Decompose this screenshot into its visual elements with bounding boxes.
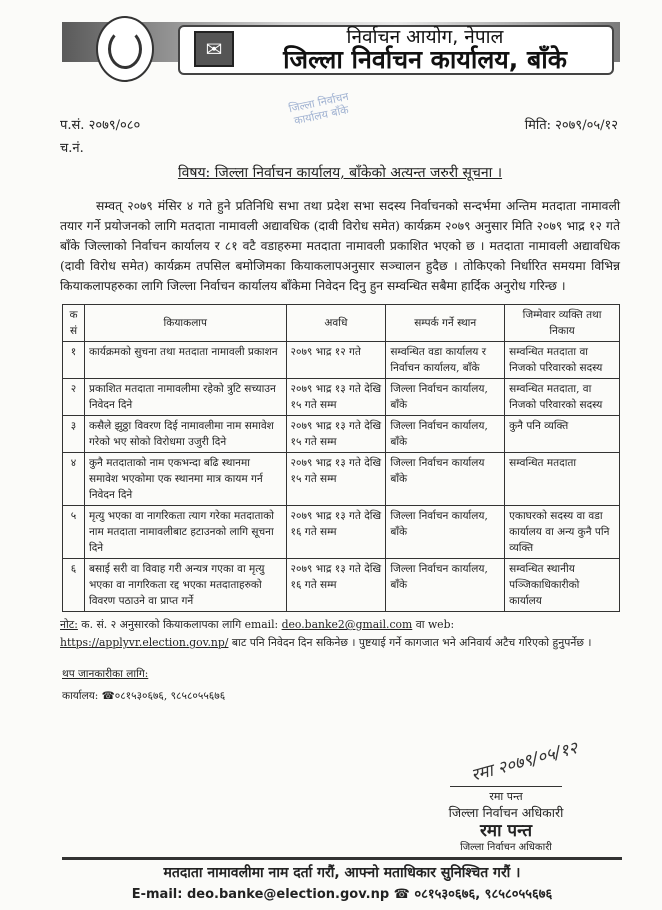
row-contact-place: जिल्ला निर्वाचन कार्यालय, बाँके [386, 506, 505, 559]
row-sn: ६ [63, 559, 85, 612]
web-link[interactable]: https://applyvr.election.gov.np/ [60, 636, 229, 649]
row-period: २०७९ भाद्र १३ गते देखि १५ गते सम्म [286, 379, 386, 416]
row-responsible: सम्वन्धित मतदाता [505, 453, 620, 506]
row-sn: ५ [63, 506, 85, 559]
office-phone: कार्यालय: ☎०८१५३०६७६, ९८५८०५५६७६ [62, 690, 226, 702]
row-contact-place: जिल्ला निर्वाचन कार्यालय, बाँके [386, 416, 505, 453]
row-sn: ३ [63, 416, 85, 453]
date: मिति: २०७९/०५/१२ [524, 118, 618, 133]
subject: विषय: जिल्ला निर्वाचन कार्यालय, बाँकेको अत्यन्त जरुरी सूचना । [177, 165, 503, 181]
footer-divider [62, 857, 622, 860]
more-info-heading: थप जानकारीका लागि: [62, 668, 149, 680]
row-activity: प्रकाशित मतदाता नामावलीमा रहेको त्रुटि सच्याउन निवेदन दिने [84, 379, 286, 416]
office-stamp: जिल्ला निर्वाचन कार्यालय बाँके [287, 89, 350, 128]
row-period: २०७९ भाद्र १३ गते देखि १५ गते सम्म [286, 416, 386, 453]
row-period: २०७९ भाद्र १२ गते [286, 342, 386, 379]
row-responsible: कुनै पनि व्यक्ति [505, 416, 620, 453]
row-activity: बसाई सरी वा विवाह गरी अन्यत्र गएका वा मृत्यु भएका वा नागरिकता रद्द भएका मतदाताहरुको विवरण पठाउने वा प्राप्त गर्ने [84, 559, 286, 612]
table-row [63, 416, 620, 453]
nepal-emblem-icon [96, 16, 154, 82]
row-sn: १ [63, 342, 85, 379]
table-header-row [63, 305, 620, 342]
row-contact-place: जिल्ला निर्वाचन कार्यालय, बाँके [386, 559, 505, 612]
ballot-icon: ✉ [194, 31, 234, 67]
row-responsible: सम्वन्धित मतदाता, वा निजको परिवारको सदस्य [505, 379, 620, 416]
table-row [63, 379, 620, 416]
row-responsible: एकाघरको सदस्य वा वडा कार्यालय वा अन्य कुनै पनि व्यक्ति [505, 506, 620, 559]
note-label: नोट: [60, 618, 78, 631]
row-activity: कार्यक्रमको सुचना तथा मतदाता नामावली प्रकाशन [84, 342, 286, 379]
row-contact-place: जिल्ला निर्वाचन कार्यालय बाँके [386, 453, 505, 506]
main-content [60, 164, 620, 704]
row-activity: कसैले झुठ्ठा विवरण दिई नामावलीमा नाम समावेश गरेको भए सोको विरोधमा उजुरी दिने [84, 416, 286, 453]
row-period: २०७९ भाद्र १३ गते देखि १६ गते सम्म [286, 506, 386, 559]
table-row [63, 559, 620, 612]
email-link[interactable]: deo.banke2@gmail.com [281, 618, 413, 631]
row-activity: मृत्यु भएका वा नागरिकता त्याग गरेका मतदाताको नाम मतदाता नामावलीबाट हटाउनको लागि सूचना दिने [84, 506, 286, 559]
footer-contact: E-mail: deo.banke@election.gov.np ☎ ०८१५३०६७६, ९८५८०५५६७६ [131, 887, 553, 902]
note-text: क. सं. २ अनुसारको कियाकलापका लागि email: [77, 618, 282, 631]
row-activity: कुनै मतदाताको नाम एकभन्दा बढि स्थानमा समावेश भएकोमा एक स्थानमा मात्र कायम गर्न निवेदन दिने [84, 453, 286, 506]
signatory-title: जिल्ला निर्वाचन अधिकारी [448, 805, 564, 820]
col-responsible: जिम्मेवार व्यक्ति तथा निकाय [505, 305, 620, 342]
table-row [63, 453, 620, 506]
col-sn: क सं [63, 305, 85, 342]
table-row [63, 342, 620, 379]
col-period: अवधि [286, 305, 386, 342]
footer-slogan: मतदाता नामावलीमा नाम दर्ता गरौं, आफ्नो मताधिकार सुनिश्चित गरौं । [163, 865, 521, 881]
signatory-name: रमा पन्त [489, 790, 523, 803]
schedule-table [62, 304, 620, 612]
handwritten-signature: रमा २०७९/०५/१२ [469, 738, 580, 786]
row-contact-place: जिल्ला निर्वाचन कार्यालय, बाँके [386, 379, 505, 416]
note-text: वा web: [412, 618, 455, 631]
row-responsible: सम्वन्धित स्थानीय पञ्जिकाधिकारीको कार्यालय [505, 559, 620, 612]
org-name: निर्वाचन आयोग, नेपाल [346, 26, 504, 48]
stamp-name: रमा पन्त [479, 821, 533, 841]
row-sn: ४ [63, 453, 85, 506]
signature-line [450, 786, 562, 787]
note [60, 616, 620, 652]
dispatch-number: च.नं. [60, 141, 84, 156]
row-period: २०७९ भाद्र १३ गते देखि १५ गते सम्म [286, 453, 386, 506]
stamp-title: जिल्ला निर्वाचन अधिकारी [460, 842, 552, 853]
row-period: २०७९ भाद्र १३ गते देखि १६ गते सम्म [286, 559, 386, 612]
note-text: बाट पनि निवेदन दिन सकिनेछ । पुष्टयाई गर्ने कागजात भने अनिवार्य अटैच गरिएको हुनुपर्नेछ । [228, 636, 592, 649]
table-row [63, 506, 620, 559]
row-responsible: सम्वन्धित मतदाता वा निजको परिवारको सदस्य [505, 342, 620, 379]
reference-number: प.सं. २०७९/०८० [60, 118, 141, 133]
col-activity: कियाकलाप [84, 305, 286, 342]
col-contact-place: सम्पर्क गर्ने स्थान [386, 305, 505, 342]
row-contact-place: सम्वन्धित वडा कार्यालय र निर्वाचन कार्यालय, बाँके [386, 342, 505, 379]
body-paragraph: सम्वत् २०७९ मंसिर ४ गते हुने प्रतिनिधि सभा तथा प्रदेश सभा सदस्य निर्वाचनको सन्दर्भमा अन्तिम मतदाता नामावली तयार गर्ने प्रयोजनको लागि मतदाता नामावली अद्यावधिक (दावी विरोध समेत) कार्यक्रम २०७९ अनुसार मिति २०७९ भाद्र १२ गते बाँके जिल्लाको निर्वाचन कार्यालय र ८१ वटै वडाहरुमा मतदाता नामावली प्रकाशित भएको छ । मतदाता नामावली अद्यावधिक (दावी विरोध समेत) कार्यक्रम तपसिल बमोजिमका कियाकलापअनुसार सञ्चालन हुदैछ । तोकिएको निर्धारित समयमा विभिन्न कियाकलापहरुका लागि जिल्ला निर्वाचन कार्यालय बाँकेमा निवेदन दिनु हुन सम्वन्धित सबैमा हार्दिक अनुरोध गरिन्छ । [60, 199, 620, 293]
office-name: जिल्ला निर्वाचन कार्यालय, बाँके [283, 45, 567, 74]
row-sn: २ [63, 379, 85, 416]
